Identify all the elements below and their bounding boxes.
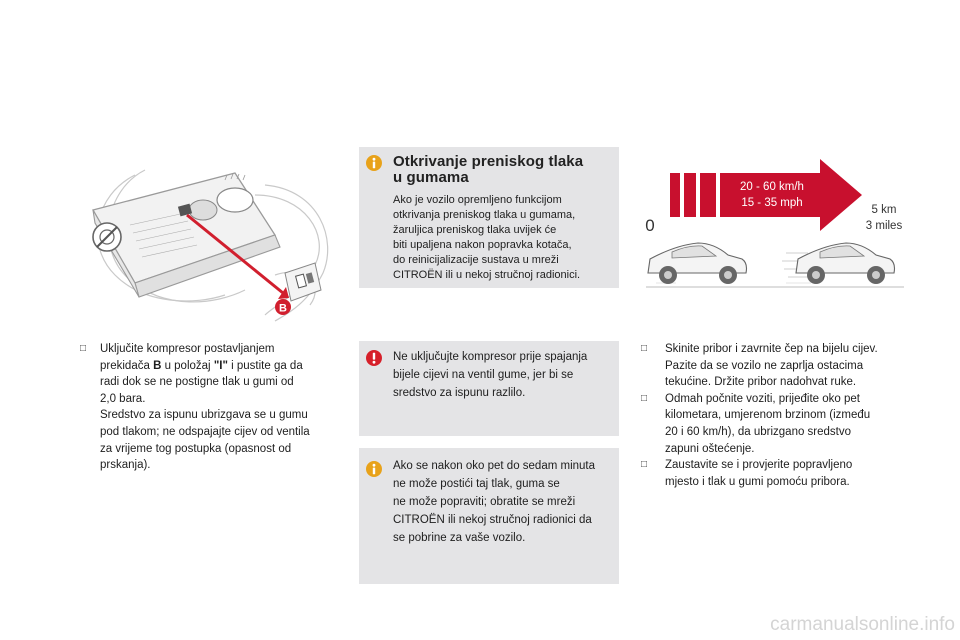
text-run: u položaj	[161, 359, 214, 372]
left-bullet-item	[80, 341, 335, 474]
emphasis-text: "I"	[213, 359, 228, 372]
instruction-line: Odmah počnite voziti, prijeđite oko pet	[665, 392, 860, 405]
text-run: prskanja).	[100, 459, 151, 472]
info-box-title	[393, 154, 613, 186]
left-paragraph-line	[100, 374, 335, 391]
speed-mph-label: 15 - 35 mph	[741, 197, 803, 209]
watermark-text: carmanualsonline.info	[770, 614, 955, 635]
speed-kmh-label: 20 - 60 km/h	[740, 181, 804, 193]
compressor-warning-box	[359, 341, 619, 436]
info-box-body	[393, 193, 615, 283]
info-icon	[366, 155, 382, 171]
b-callout-label: B	[279, 302, 287, 315]
left-paragraph-line	[100, 441, 335, 458]
text-run: 2,0 bara.	[100, 392, 146, 405]
speed-arrow-icon	[720, 159, 862, 231]
instruction-item	[641, 457, 913, 490]
text-run: pod tlakom; ne odspajajte cijev od ventila	[100, 425, 310, 438]
instruction-item	[641, 341, 913, 391]
bullet-checkbox-icon: □	[80, 343, 87, 354]
warning-box-line: bijele cijevi na ventil gume, jer bi se	[393, 369, 574, 381]
car-icon	[796, 243, 895, 284]
bullet-checkbox-icon: □	[641, 392, 648, 404]
instruction-line: Zaustavite se i provjerite popravljeno	[665, 459, 853, 472]
bullet-checkbox-icon: □	[641, 343, 648, 354]
info-box-line: otkrivanja preniskog tlaka u gumama,	[393, 209, 576, 221]
info-box-body	[393, 457, 615, 547]
left-paragraph-line	[100, 424, 335, 441]
instruction-line: Pazite da se vozilo ne zaprlja ostacima	[665, 359, 864, 372]
instruction-line: Skinite pribor i zavrnite čep na bijelu cijev.	[665, 343, 878, 355]
warning-box-line: Ne uključujte kompresor prije spajanja	[393, 351, 588, 363]
driving-instructions	[641, 341, 913, 490]
start-distance-label: 0	[645, 216, 655, 235]
tyre-pressure-info-box	[359, 147, 619, 288]
repair-failure-info-box	[359, 448, 619, 584]
distance-miles-label: 3 miles	[865, 220, 903, 232]
speed-stripe	[684, 173, 696, 217]
info-box-line: CITROËN ili nekoj stručnoj radionici da	[393, 514, 592, 526]
instruction-line: mjesto i tlak u gumi pomoću pribora.	[665, 475, 850, 488]
compressor-instructions	[80, 341, 335, 474]
left-paragraph-line	[100, 341, 335, 358]
info-box-title-line: u gumama	[393, 169, 469, 186]
speed-stripe	[700, 173, 716, 217]
left-paragraph-line	[100, 407, 335, 424]
text-run: Sredstvo za ispunu ubrizgava se u gumu	[100, 409, 308, 422]
info-box-line: žaruljica preniskog tlaka uvijek će	[393, 224, 557, 236]
info-icon	[366, 461, 382, 477]
warning-box-body	[393, 348, 611, 402]
info-box-line: do reinicijalizacije sustava u mreži	[393, 254, 559, 266]
info-box-title-line: Otkrivanje preniskog tlaka	[393, 153, 584, 170]
left-paragraph-line	[100, 457, 335, 474]
text-run: radi dok se ne postigne tlak u gumi od	[100, 376, 294, 389]
info-box-line: ne može popraviti; obratite se mreži	[393, 496, 576, 508]
warning-icon	[366, 350, 382, 366]
text-run: za vrijeme tog postupka (opasnost od	[100, 442, 292, 455]
instruction-line: 20 i 60 km/h), da ubrizgano sredstvo	[665, 425, 852, 438]
text-run: i pustite ga da	[227, 359, 303, 372]
instruction-line: tekućine. Držite pribor nadohvat ruke.	[665, 376, 857, 389]
warning-box-line: sredstvo za ispunu razlilo.	[393, 387, 526, 399]
instruction-line: zapuni oštećenje.	[665, 442, 755, 455]
left-paragraph	[100, 341, 335, 474]
info-box-line: ne može postići taj tlak, guma se	[393, 478, 560, 490]
left-paragraph-line	[100, 358, 335, 375]
bullet-checkbox-icon: □	[641, 459, 648, 471]
text-run: prekidača	[100, 359, 154, 372]
info-box-line: CITROËN ili u nekoj stručnoj radionici.	[393, 269, 581, 281]
driving-speed-illustration	[636, 155, 906, 295]
info-box-line: Ako se nakon oko pet do sedam minuta	[393, 460, 596, 472]
text-run: Uključite kompresor postavljanjem	[100, 343, 275, 355]
info-box-line: biti upaljena nakon popravka kotača,	[393, 239, 572, 251]
speed-stripe	[670, 173, 680, 217]
instruction-item	[641, 391, 913, 457]
emphasis-text: B	[153, 359, 162, 372]
left-paragraph-line	[100, 391, 335, 408]
info-box-line: se pobrine za vaše vozilo.	[393, 532, 526, 544]
info-box-line: Ako je vozilo opremljeno funkcijom	[393, 194, 562, 206]
repair-kit-illustration	[75, 155, 337, 323]
car-icon	[648, 243, 747, 284]
distance-km-label: 5 km	[871, 204, 897, 216]
instruction-line: kilometara, umjerenom brzinom (između	[665, 409, 871, 422]
